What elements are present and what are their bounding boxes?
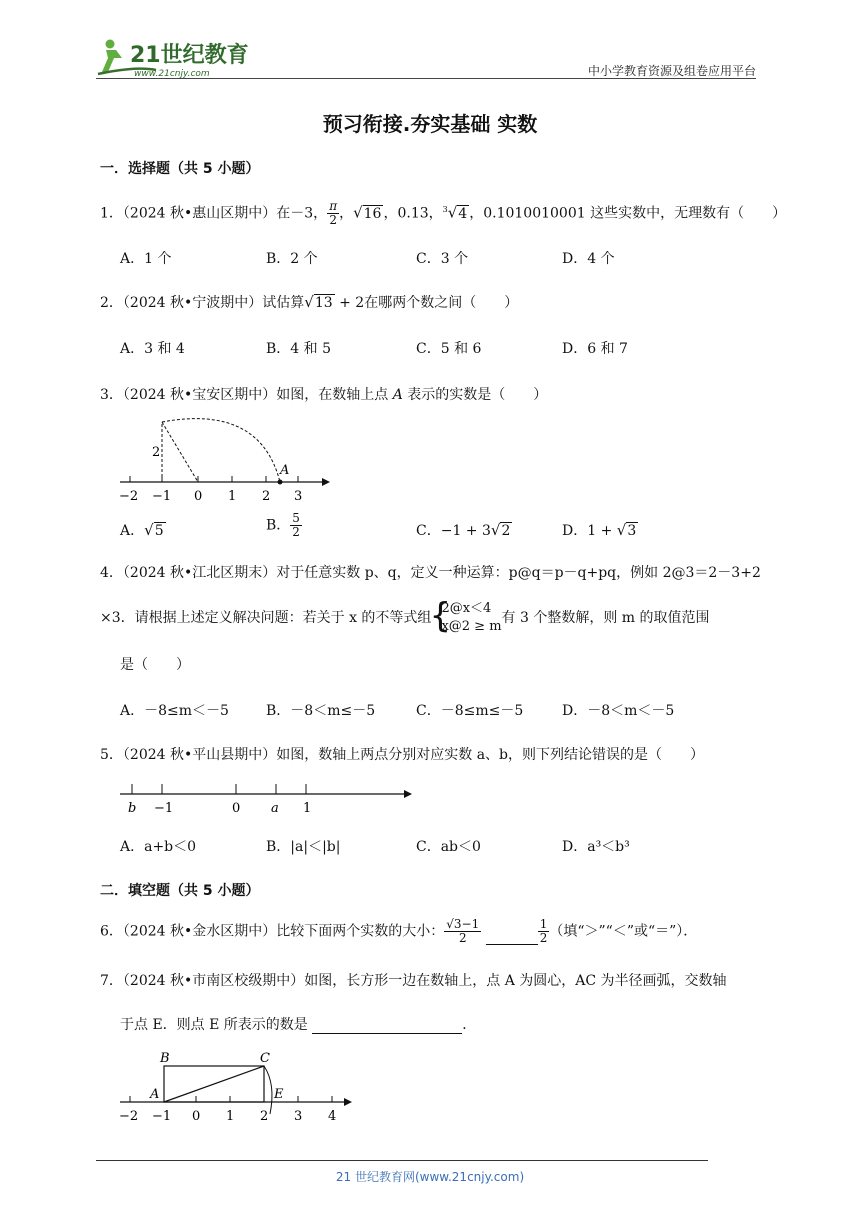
footer-link[interactable]: 21 世纪教育网(www.21cnjy.com)	[335, 1170, 525, 1184]
question-source: （2024 秋•宝安区期中）	[122, 387, 277, 403]
option-c: C．5 和 6	[416, 341, 482, 357]
height-label: 2	[152, 445, 161, 460]
section-heading-fill: 二．填空题（共 5 小题）	[100, 883, 260, 899]
tick-label: −1	[154, 801, 174, 816]
question-text: 试估算	[262, 295, 305, 311]
site-logo	[96, 36, 266, 80]
question-number: 6．	[100, 923, 123, 940]
point-b-label: B	[160, 1051, 170, 1066]
question-text: 表示的实数是（ ）	[402, 387, 548, 403]
fraction-1: $\frac{√3-1}{2}$	[446, 917, 480, 945]
option-a: A．－8≤m＜－5	[120, 703, 229, 719]
point-a-label: a	[271, 801, 279, 816]
question-text: ，0.1010010001 这些实数中，无理数有（ ）	[469, 205, 787, 222]
question-text: 在－3，	[276, 205, 328, 222]
question-text: 如图，在数轴上点	[276, 387, 393, 403]
question-7	[100, 970, 727, 990]
point-a-label: A	[280, 463, 290, 478]
section-heading-choice: 一．选择题（共 5 小题）	[100, 161, 260, 177]
math-pi-over-2: $\frac{\pi}{2}$	[329, 199, 338, 227]
option-b: B．2 个	[266, 251, 318, 267]
option-c: C．3 个	[416, 251, 469, 267]
question-6	[100, 918, 697, 945]
tick-label: −2	[119, 489, 139, 504]
figure-q5-number-line	[116, 778, 416, 818]
option-c: C．−1 + 3√2	[416, 521, 511, 539]
fraction-2: $\frac{1}{2}$	[539, 917, 548, 945]
point-a-label: A	[150, 1087, 160, 1102]
tick-label: 0	[194, 489, 203, 504]
question-source: （2024 秋•江北区期末）	[122, 565, 277, 581]
question-number: 1．	[100, 205, 123, 222]
tick-label: 3	[294, 1109, 303, 1124]
tick-label: 1	[228, 489, 237, 504]
footer-divider	[96, 1160, 708, 1161]
question-text: 在哪两个数之间（ ）	[364, 295, 519, 311]
tick-label: −2	[119, 1109, 139, 1124]
question-source: （2024 秋•宁波期中）	[122, 295, 263, 311]
option-c: C．－8≤m≤－5	[416, 703, 524, 719]
question-4	[100, 562, 761, 582]
question-text: ，0.13，	[383, 205, 443, 222]
option-a: A．3 和 4	[120, 341, 185, 357]
tick-label: 1	[303, 801, 312, 816]
question-source: （2024 秋•惠山区期中）	[122, 205, 277, 222]
option-d: D．a³＜b³	[562, 839, 630, 855]
option-d: D．4 个	[562, 251, 615, 267]
question-5	[100, 744, 704, 764]
question-text: 如图，数轴上两点分别对应实数 a、b，则下列结论错误的是（ ）	[276, 747, 705, 763]
question-text: 于点 E．则点 E 所表示的数是	[120, 1017, 308, 1033]
option-a: A．a+b＜0	[120, 839, 197, 855]
option-c: C．ab＜0	[416, 839, 481, 855]
option-b: B．－8＜m≤－5	[266, 703, 376, 719]
figure-q3-number-line	[110, 412, 340, 508]
option-a: A．√5	[120, 521, 164, 539]
question-source: （2024 秋•金水区期中）	[122, 923, 277, 940]
question-source: （2024 秋•平山县期中）	[122, 747, 277, 763]
figure-q7-rectangle-number-line	[110, 1050, 360, 1126]
question-text: （填“＞”“＜”或“＝”）．	[549, 923, 698, 940]
tick-label: −1	[152, 1109, 172, 1124]
tick-label: 2	[260, 1109, 269, 1124]
option-d: D．1 + √3	[562, 521, 637, 539]
tick-label: 3	[294, 489, 303, 504]
question-text: 比较下面两个实数的大小：	[276, 923, 445, 940]
answer-blank[interactable]	[486, 930, 538, 945]
tick-label: 4	[328, 1109, 337, 1124]
svg-text:21世纪教育: 21世纪教育	[130, 43, 249, 68]
tick-label: 2	[262, 489, 271, 504]
svg-text:www.21cnjy.com: www.21cnjy.com	[134, 69, 210, 79]
question-text: 对于任意实数 p、q，定义一种运算：p@q＝p－q+pq，例如 2@3＝2－3+2	[276, 565, 761, 581]
document-title: 预习衔接.夯实基础 实数	[322, 112, 538, 136]
question-7-line-2: 于点 E．则点 E 所表示的数是 ．	[120, 1017, 477, 1033]
option-d: D．6 和 7	[562, 341, 628, 357]
inequality-system: { 2@x＜4 x@2 ≥ m	[431, 600, 501, 636]
question-number: 5．	[100, 747, 123, 763]
question-3	[100, 384, 547, 404]
question-number: 3．	[100, 387, 123, 403]
option-b: B． $\frac{5}{2}$	[266, 511, 300, 539]
question-text: ×3．请根据上述定义解决问题：若关于 x 的不等式组	[100, 610, 432, 626]
tick-label: 1	[226, 1109, 235, 1124]
question-4-line-2	[100, 600, 710, 636]
answer-blank[interactable]	[312, 1019, 462, 1034]
question-4-line-3: 是（ ）	[120, 657, 190, 673]
option-b: B．4 和 5	[266, 341, 332, 357]
tick-label: 0	[192, 1109, 201, 1124]
question-source: （2024 秋•市南区校级期中）	[122, 973, 305, 989]
point-e-label: E	[274, 1087, 284, 1102]
point-b-label: b	[128, 801, 137, 816]
tick-label: −1	[152, 489, 172, 504]
question-2: 2．（2024 秋•宁波期中）试估算√13 + 2在哪两个数之间（ ）	[100, 293, 519, 311]
question-1: 1．（2024 秋•惠山区期中）在－3， $\frac{\pi}{2}$ ，√16 ，0.13，$^3$√4 ，0.1010010001 这些实数中，无理数有（ ）	[100, 199, 787, 227]
header-divider	[96, 78, 756, 79]
question-text: 有 3 个整数解，则 m 的取值范围	[501, 610, 710, 626]
option-a: A．1 个	[120, 251, 172, 267]
question-text: 如图，长方形一边在数轴上，点 A 为圆心，AC 为半径画弧，交数轴	[304, 973, 727, 989]
tick-label: 0	[232, 801, 241, 816]
point-c-label: C	[260, 1051, 270, 1066]
question-number: 7．	[100, 973, 123, 989]
question-number: 2．	[100, 295, 123, 311]
option-b: B．|a|＜|b|	[266, 839, 341, 855]
option-d: D．－8＜m＜－5	[562, 703, 675, 719]
platform-name: 中小学教育资源及组卷应用平台	[587, 64, 756, 78]
question-number: 4．	[100, 565, 123, 581]
point-label: A	[392, 387, 403, 403]
